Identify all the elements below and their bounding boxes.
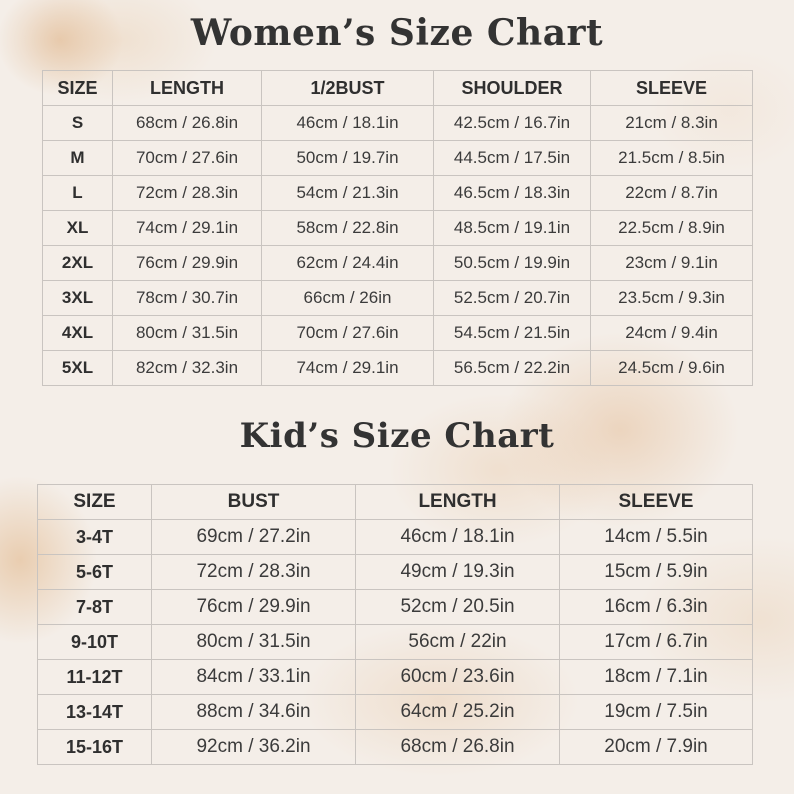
table-row — [38, 730, 753, 765]
sleeve-value: 14cm / 5.5in — [560, 520, 753, 555]
size-label: 9-10T — [38, 625, 152, 660]
sleeve-value: 15cm / 5.9in — [560, 555, 753, 590]
table-row — [43, 106, 753, 141]
sleeve-value: 22.5cm / 8.9in — [591, 211, 753, 246]
sleeve-value: 24.5cm / 9.6in — [591, 351, 753, 386]
length-value: 56cm / 22in — [356, 625, 560, 660]
shoulder-value: 44.5cm / 17.5in — [434, 141, 591, 176]
sleeve-value: 16cm / 6.3in — [560, 590, 753, 625]
length-value: 64cm / 25.2in — [356, 695, 560, 730]
table-row — [38, 625, 753, 660]
sleeve-value: 21cm / 8.3in — [591, 106, 753, 141]
shoulder-value: 54.5cm / 21.5in — [434, 316, 591, 351]
half-bust-value: 62cm / 24.4in — [262, 246, 434, 281]
bust-value: 80cm / 31.5in — [152, 625, 356, 660]
kids-size-chart-title: Kid’s Size Chart — [239, 416, 555, 456]
column-header-size: SIZE — [43, 71, 113, 106]
length-value: 68cm / 26.8in — [113, 106, 262, 141]
sleeve-value: 22cm / 8.7in — [591, 176, 753, 211]
column-header-sleeve: SLEEVE — [560, 485, 753, 520]
length-value: 46cm / 18.1in — [356, 520, 560, 555]
half-bust-value: 54cm / 21.3in — [262, 176, 434, 211]
table-header-row — [43, 71, 753, 106]
shoulder-value: 46.5cm / 18.3in — [434, 176, 591, 211]
size-label: 5XL — [43, 351, 113, 386]
sleeve-value: 19cm / 7.5in — [560, 695, 753, 730]
column-header-sleeve: SLEEVE — [591, 71, 753, 106]
table-row — [38, 555, 753, 590]
sleeve-value: 17cm / 6.7in — [560, 625, 753, 660]
women-size-chart-title: Women’s Size Chart — [190, 12, 604, 54]
length-value: 70cm / 27.6in — [113, 141, 262, 176]
table-row — [38, 520, 753, 555]
shoulder-value: 56.5cm / 22.2in — [434, 351, 591, 386]
table-row — [43, 176, 753, 211]
size-label: 3-4T — [38, 520, 152, 555]
length-value: 60cm / 23.6in — [356, 660, 560, 695]
size-label: M — [43, 141, 113, 176]
column-header-length: LENGTH — [356, 485, 560, 520]
length-value: 80cm / 31.5in — [113, 316, 262, 351]
sleeve-value: 21.5cm / 8.5in — [591, 141, 753, 176]
length-value: 76cm / 29.9in — [113, 246, 262, 281]
size-label: 5-6T — [38, 555, 152, 590]
column-header-bust: BUST — [152, 485, 356, 520]
kids-size-table — [37, 484, 753, 765]
table-row — [43, 246, 753, 281]
table-row — [43, 211, 753, 246]
size-label: 4XL — [43, 316, 113, 351]
bust-value: 72cm / 28.3in — [152, 555, 356, 590]
length-value: 52cm / 20.5in — [356, 590, 560, 625]
table-row — [43, 351, 753, 386]
column-header-half-bust: 1/2BUST — [262, 71, 434, 106]
column-header-size: SIZE — [38, 485, 152, 520]
size-label: 13-14T — [38, 695, 152, 730]
length-value: 78cm / 30.7in — [113, 281, 262, 316]
half-bust-value: 50cm / 19.7in — [262, 141, 434, 176]
women-size-table — [42, 70, 753, 386]
bust-value: 84cm / 33.1in — [152, 660, 356, 695]
half-bust-value: 58cm / 22.8in — [262, 211, 434, 246]
shoulder-value: 50.5cm / 19.9in — [434, 246, 591, 281]
table-row — [38, 590, 753, 625]
size-label: S — [43, 106, 113, 141]
half-bust-value: 46cm / 18.1in — [262, 106, 434, 141]
table-row — [38, 660, 753, 695]
size-label: 3XL — [43, 281, 113, 316]
length-value: 49cm / 19.3in — [356, 555, 560, 590]
bust-value: 76cm / 29.9in — [152, 590, 356, 625]
size-label: 2XL — [43, 246, 113, 281]
size-label: 7-8T — [38, 590, 152, 625]
shoulder-value: 42.5cm / 16.7in — [434, 106, 591, 141]
table-row — [43, 141, 753, 176]
bust-value: 92cm / 36.2in — [152, 730, 356, 765]
size-label: XL — [43, 211, 113, 246]
sleeve-value: 24cm / 9.4in — [591, 316, 753, 351]
half-bust-value: 74cm / 29.1in — [262, 351, 434, 386]
table-header-row — [38, 485, 753, 520]
sleeve-value: 23cm / 9.1in — [591, 246, 753, 281]
length-value: 72cm / 28.3in — [113, 176, 262, 211]
column-header-length: LENGTH — [113, 71, 262, 106]
size-label: 11-12T — [38, 660, 152, 695]
sleeve-value: 20cm / 7.9in — [560, 730, 753, 765]
bust-value: 69cm / 27.2in — [152, 520, 356, 555]
table-row — [38, 695, 753, 730]
size-label: 15-16T — [38, 730, 152, 765]
length-value: 74cm / 29.1in — [113, 211, 262, 246]
sleeve-value: 18cm / 7.1in — [560, 660, 753, 695]
length-value: 68cm / 26.8in — [356, 730, 560, 765]
half-bust-value: 70cm / 27.6in — [262, 316, 434, 351]
bust-value: 88cm / 34.6in — [152, 695, 356, 730]
table-row — [43, 316, 753, 351]
column-header-shoulder: SHOULDER — [434, 71, 591, 106]
shoulder-value: 52.5cm / 20.7in — [434, 281, 591, 316]
length-value: 82cm / 32.3in — [113, 351, 262, 386]
size-label: L — [43, 176, 113, 211]
half-bust-value: 66cm / 26in — [262, 281, 434, 316]
sleeve-value: 23.5cm / 9.3in — [591, 281, 753, 316]
shoulder-value: 48.5cm / 19.1in — [434, 211, 591, 246]
table-row — [43, 281, 753, 316]
